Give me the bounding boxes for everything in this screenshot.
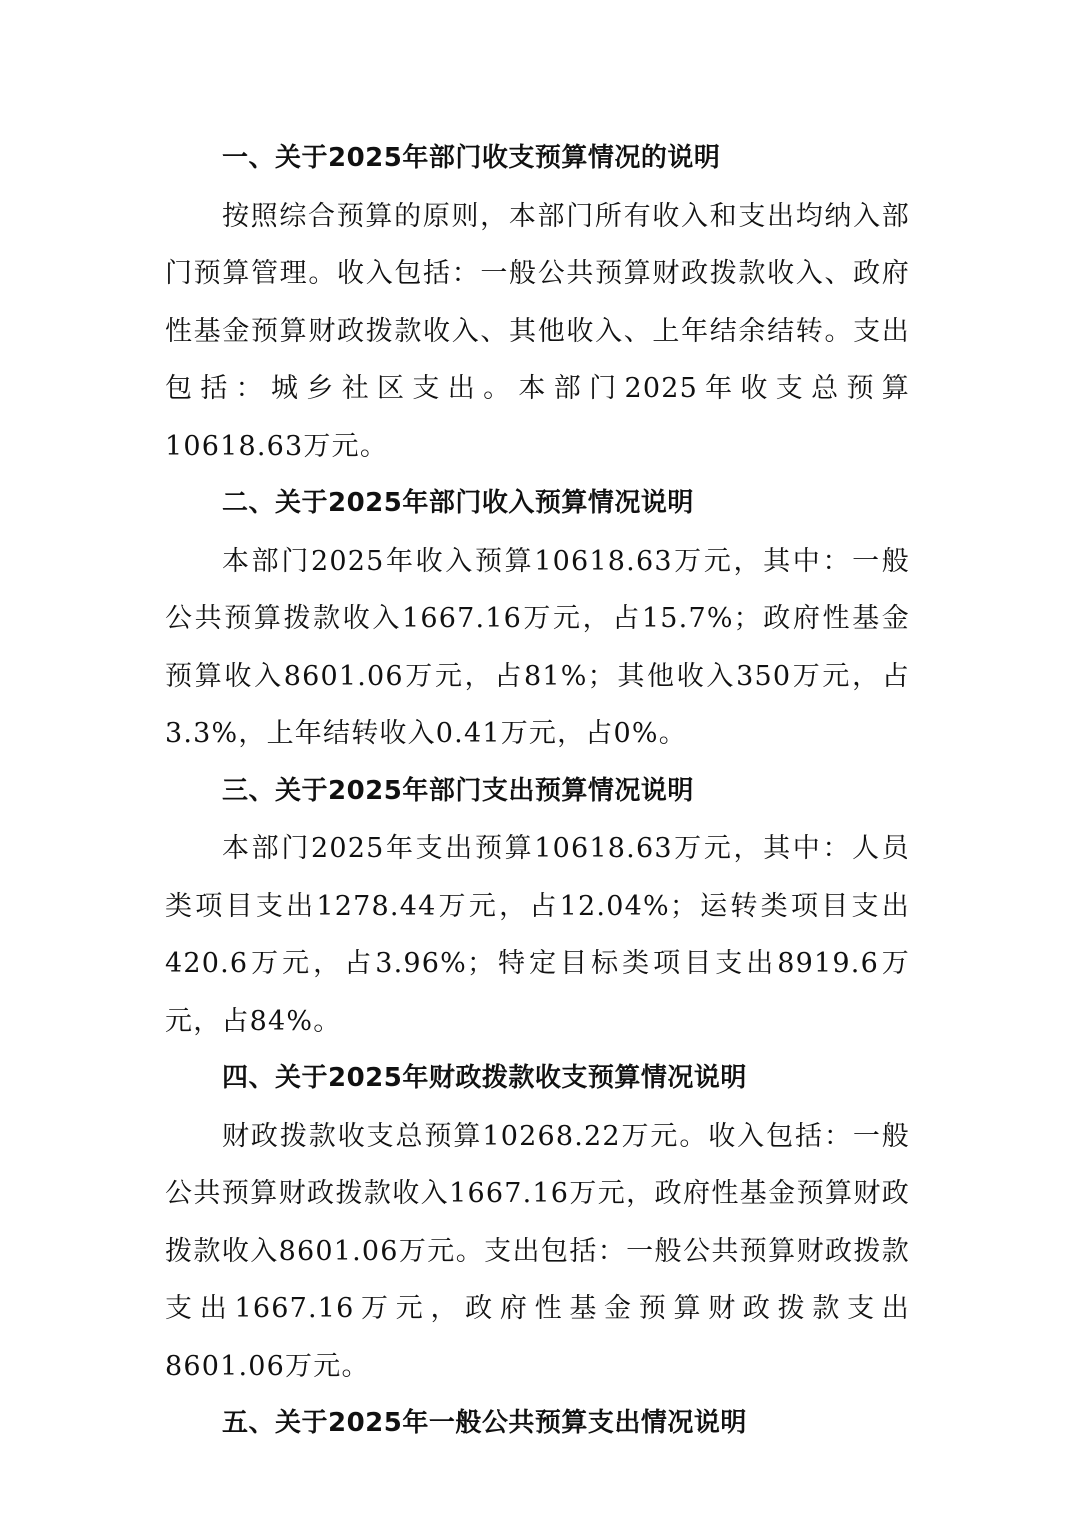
section-1-heading: 一、关于2025年部门收支预算情况的说明 [222,143,721,173]
section-5-heading: 五、关于2025年一般公共预算支出情况说明 [222,1408,747,1438]
section-3-heading: 三、关于2025年部门支出预算情况说明 [222,775,694,806]
section-4-paragraph: 财政拨款收支总预算10268.22万元。收入包括：一般公共预算财政拨款收入1667.16万元，政府性基金预算财政拨款收入8601.06万元。支出包括：一般公共预算财政拨款支出1667.16万元，政府性基金预算财政拨款支出8601.06万元。 [165,1120,910,1382]
section-1-paragraph: 按照综合预算的原则，本部门所有收入和支出均纳入部门预算管理。收入包括：一般公共预算财政拨款收入、政府性基金预算财政拨款收入、其他收入、上年结余结转。支出包括：城乡社区支出。本部门2025年收支总预算10618.63万元。 [165,200,910,462]
section-4-heading: 四、关于2025年财政拨款收支预算情况说明 [222,1063,747,1093]
document-body [165,130,910,1453]
section-2-heading: 二、关于2025年部门收入预算情况说明 [222,488,694,518]
section-2-paragraph: 本部门2025年收入预算10618.63万元，其中：一般公共预算拨款收入1667.16万元，占15.7%；政府性基金预算收入8601.06万元，占81%；其他收入350万元，占3.3%，上年结转收入0.41万元，占0%。 [165,545,910,749]
section-3-paragraph: 本部门2025年支出预算10618.63万元，其中：人员类项目支出1278.44万元，占12.04%；运转类项目支出420.6万元，占3.96%；特定目标类项目支出8919.6万元，占84%。 [165,833,910,1037]
